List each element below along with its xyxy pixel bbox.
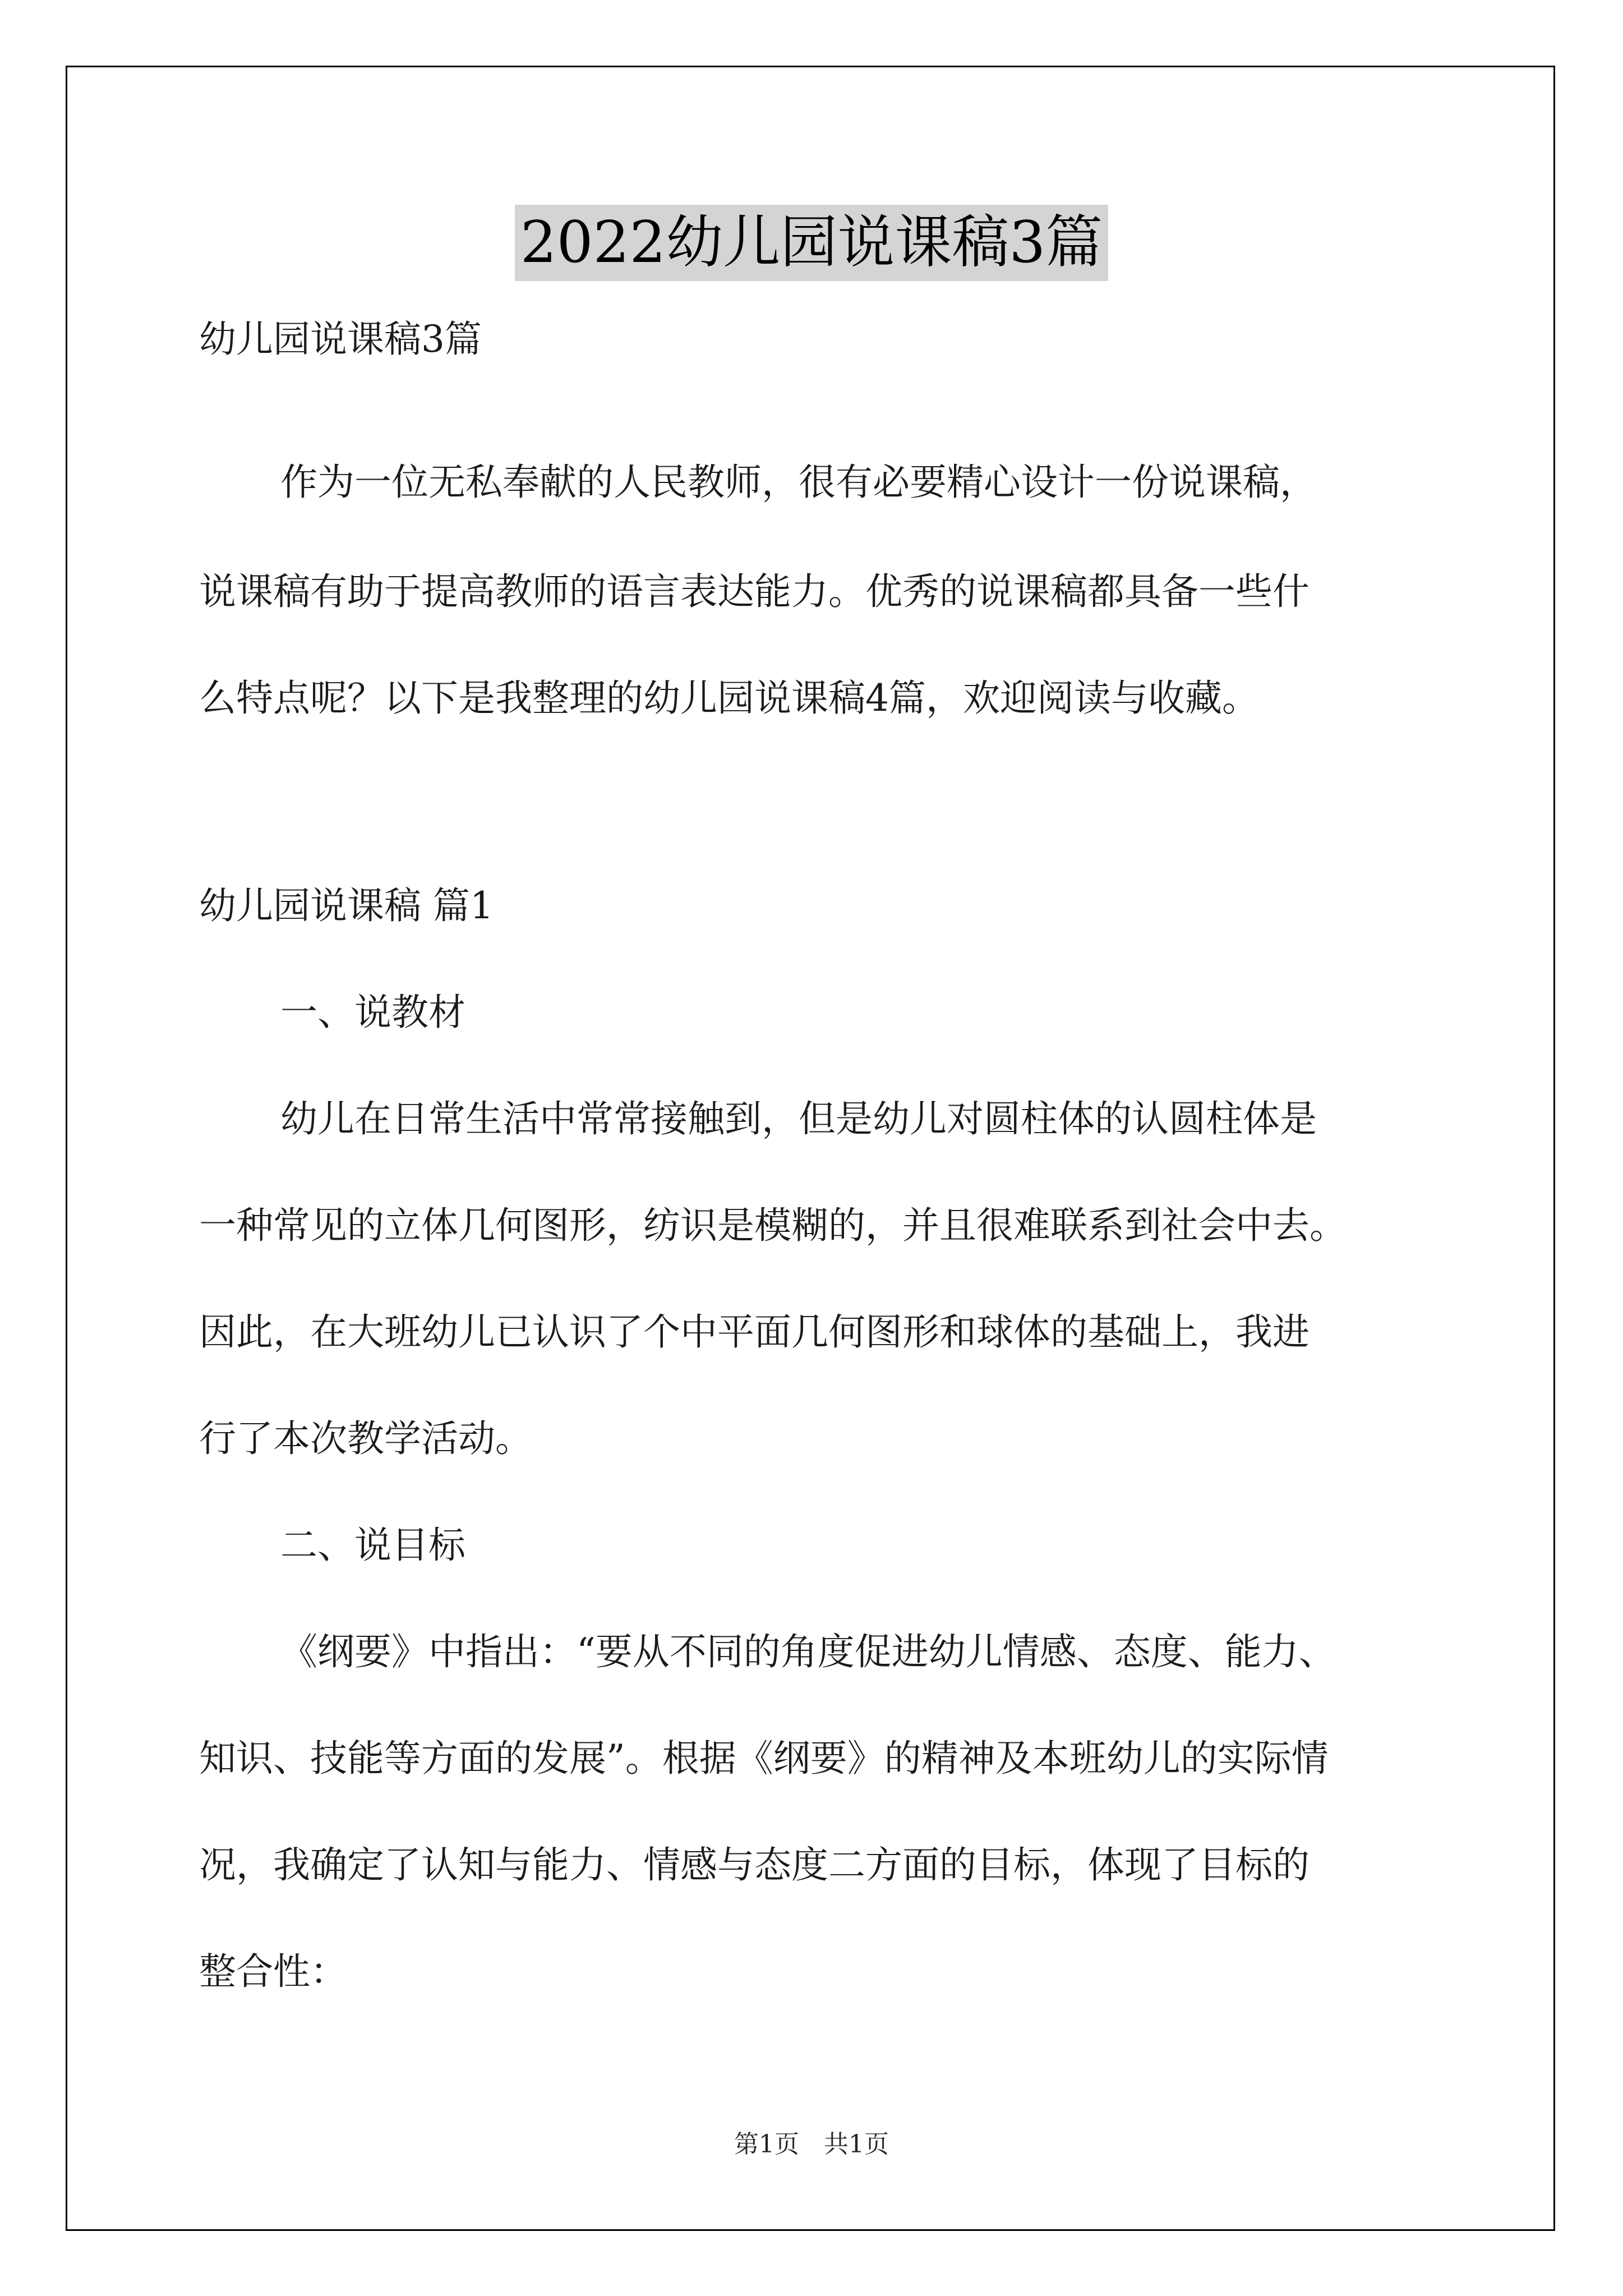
part2-line-1: 《纲要》中指出：“要从不同的角度促进幼儿情感、态度、能力、: [280, 1630, 1336, 1673]
part1-line-1: 幼儿在日常生活中常常接触到，但是幼儿对圆柱体的认圆柱体是: [280, 1097, 1317, 1140]
page-footer: 第1页 共1页: [734, 2130, 889, 2159]
document-title: 2022幼儿园说课稿3篇: [515, 205, 1108, 281]
part1-line-3: 因此，在大班幼儿已认识了个中平面几何图形和球体的基础上，我进: [199, 1310, 1310, 1354]
page-border: [66, 66, 1555, 2231]
part2-heading: 二、说目标: [280, 1524, 465, 1567]
intro-line-3: 么特点呢？以下是我整理的幼儿园说课稿4篇，欢迎阅读与收藏。: [199, 677, 1259, 720]
title-container: [0, 205, 1623, 281]
intro-line-1: 作为一位无私奉献的人民教师，很有必要精心设计一份说课稿，: [280, 461, 1317, 504]
part1-line-4: 行了本次教学活动。: [199, 1417, 532, 1460]
part1-line-2: 一种常见的立体几何图形，纺识是模糊的，并且很难联系到社会中去。: [199, 1204, 1347, 1247]
intro-line-2: 说课稿有助于提高教师的语言表达能力。优秀的说课稿都具备一些什: [199, 570, 1310, 613]
part2-line-4: 整合性：: [199, 1950, 347, 1993]
part2-line-3: 况，我确定了认知与能力、情感与态度二方面的目标，体现了目标的: [199, 1843, 1310, 1887]
part1-heading: 一、说教材: [280, 991, 465, 1034]
document-subtitle: 幼儿园说课稿3篇: [199, 318, 482, 361]
section-heading: 幼儿园说课稿 篇1: [199, 884, 494, 927]
part2-line-2: 知识、技能等方面的发展”。根据《纲要》的精神及本班幼儿的实际情: [199, 1737, 1329, 1780]
